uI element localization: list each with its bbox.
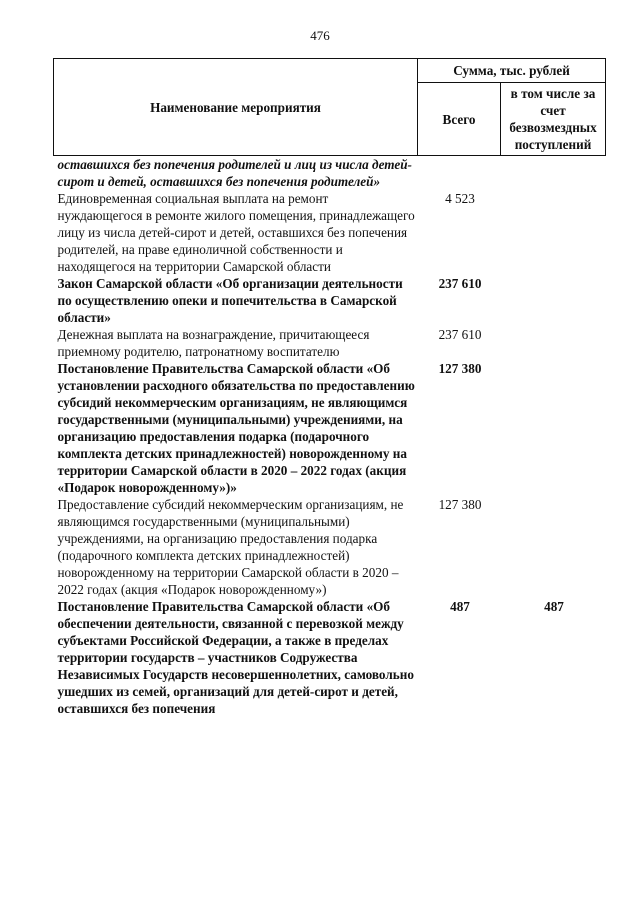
table-row bbox=[54, 598, 606, 717]
table-row bbox=[54, 275, 606, 326]
row-description: Закон Самарской области «Об организации деятельности по осуществлению опеки и попечительства в Самарской области» bbox=[57, 276, 403, 325]
table-header bbox=[54, 59, 606, 156]
table-body bbox=[54, 156, 606, 718]
table-row bbox=[54, 360, 606, 496]
header-name-column: Наименование мероприятия bbox=[54, 59, 418, 156]
row-grants-value bbox=[501, 275, 606, 326]
row-grants-value bbox=[501, 496, 606, 598]
header-including-grants: в том числе за счет безвозмездных поступлений bbox=[501, 83, 606, 156]
header-total: Всего bbox=[418, 83, 501, 156]
row-description: оставшихся без попечения родителей и лиц из числа детей-сирот и детей, оставшихся без попечения родителей» bbox=[57, 157, 412, 189]
table-row bbox=[54, 326, 606, 360]
row-total-value bbox=[418, 156, 501, 191]
row-grants-value: 487 bbox=[544, 599, 564, 614]
table-row bbox=[54, 156, 606, 191]
row-description: Единовременная социальная выплата на ремонт нуждающегося в ремонте жилого помещения, принадлежащего лицу из числа детей-сирот и детей, оставшихся без попечения родителей, на праве единоличной собственности и находящегося на территории Самарской области bbox=[57, 191, 415, 274]
row-total-value: 127 380 bbox=[438, 497, 482, 512]
row-grants-value bbox=[501, 156, 606, 191]
row-description: Денежная выплата на вознаграждение, причитающееся приемному родителю, патронатному воспитателю bbox=[57, 327, 370, 359]
page-number: 476 bbox=[310, 28, 330, 43]
row-grants-value bbox=[501, 326, 606, 360]
row-description: Предоставление субсидий некоммерческим организациям, не являющимся государственными (муниципальными) учреждениями, на организацию предоставления подарка (подарочного комплекта детских принадлежностей) новорожденному на территории Самарской области в 2020 – 2022 годах (акция «Подарок новорожденному») bbox=[57, 497, 404, 597]
row-grants-value bbox=[501, 190, 606, 275]
table-row bbox=[54, 190, 606, 275]
budget-table bbox=[53, 58, 606, 717]
table-row bbox=[54, 496, 606, 598]
row-total-value: 487 bbox=[450, 599, 470, 614]
row-total-value: 237 610 bbox=[438, 276, 482, 291]
row-description: Постановление Правительства Самарской области «Об установлении расходного обязательства по предоставлению субсидий некоммерческим организациям, не являющимся государственными (муниципальными) учреждениями, на организацию предоставления подарка (подарочного комплекта детских принадлежностей) новорожденному на территории Самарской области в 2020 – 2022 годах (акция «Подарок новорожденному»)» bbox=[57, 361, 415, 495]
row-total-value: 127 380 bbox=[438, 361, 482, 376]
row-total-value: 4 523 bbox=[445, 191, 475, 206]
row-grants-value bbox=[501, 360, 606, 496]
row-description: Постановление Правительства Самарской области «Об обеспечении деятельности, связанной с перевозкой между субъектами Российской Федерации, а также в пределах территории государств – участников Содружества Независимых Государств несовершеннолетних, самовольно ушедших из семей, организаций для детей-сирот и детей, оставшихся без попечения bbox=[57, 599, 414, 716]
header-sum-group: Сумма, тыс. рублей bbox=[418, 59, 606, 83]
row-total-value: 237 610 bbox=[438, 327, 482, 342]
